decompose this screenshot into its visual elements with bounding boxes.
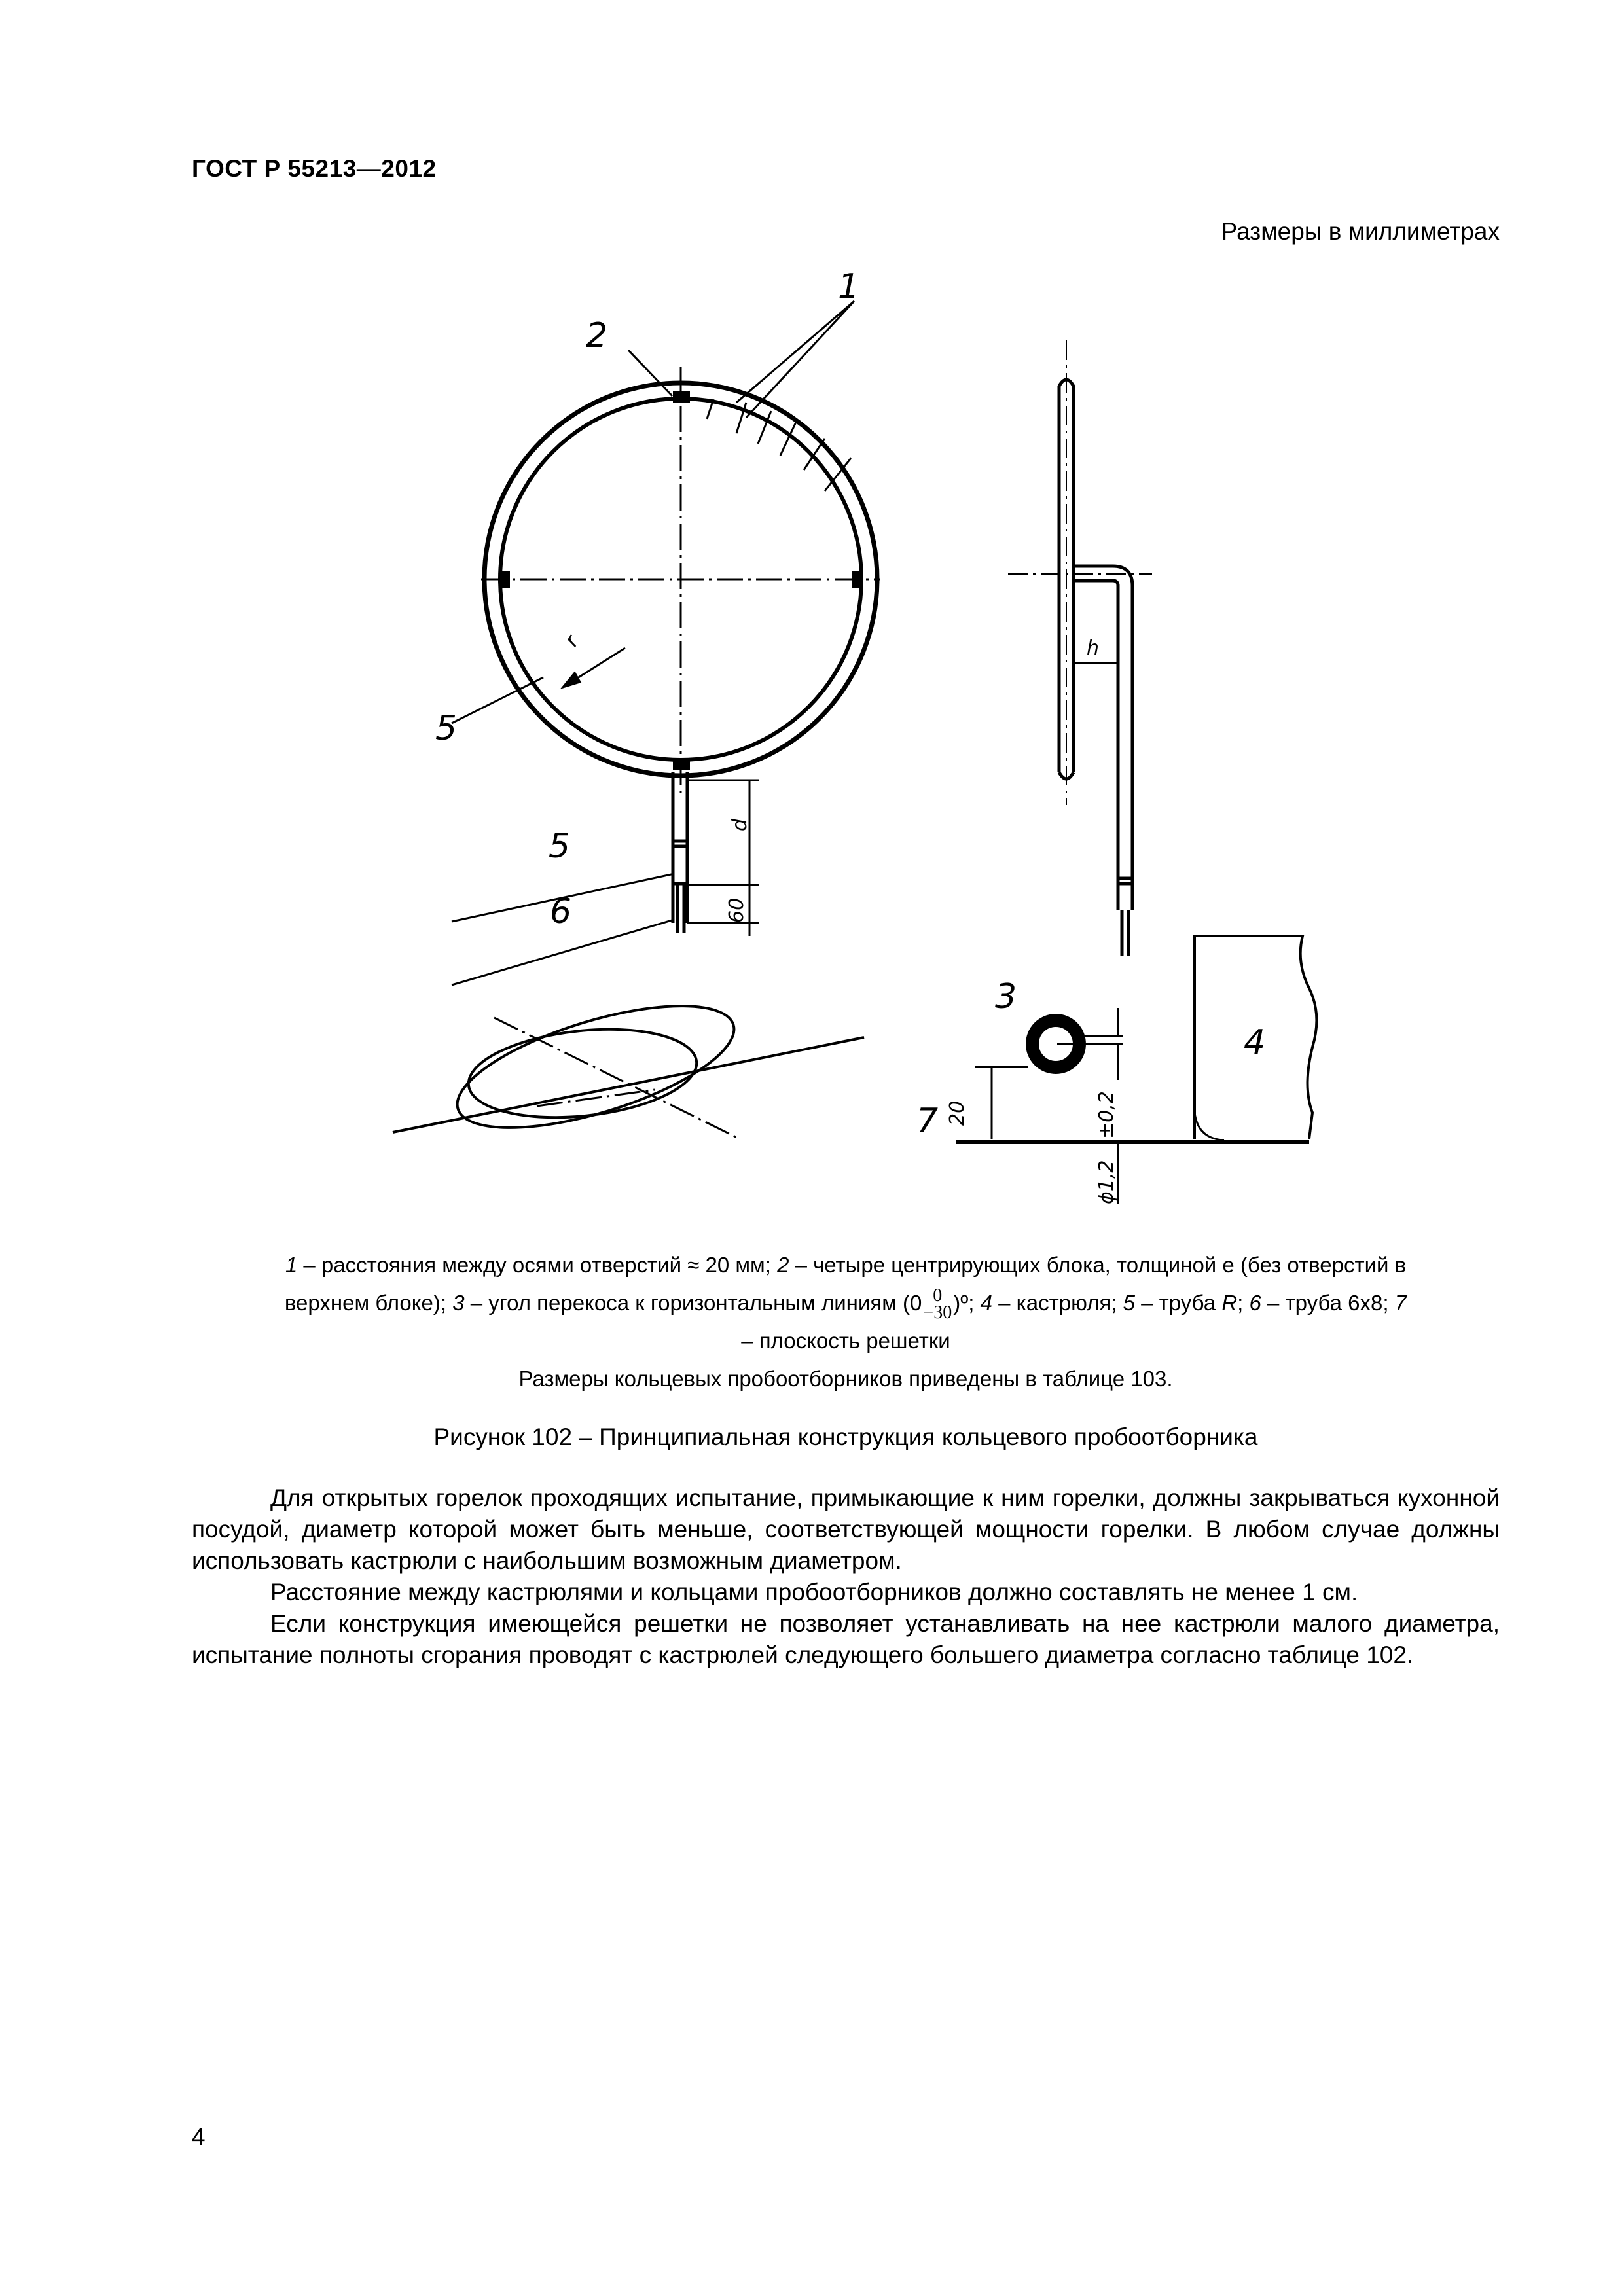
legend-text: – расстояния между осями отверстий ≈ 20 мм; <box>297 1253 778 1277</box>
legend-text: – угол перекоса к горизонтальным линиям (0 <box>464 1291 922 1315</box>
label-1: 1 <box>838 267 860 306</box>
pipe-stem <box>673 772 687 933</box>
standard-code: ГОСТ Р 55213—2012 <box>192 155 437 182</box>
fraction-bottom: −30 <box>923 1302 952 1323</box>
legend-line-3: – плоскость решетки <box>741 1329 950 1353</box>
legend-line-2 <box>192 1284 1500 1322</box>
dim-thickness: ±0,2 <box>1095 1091 1118 1139</box>
tilt-view <box>393 981 864 1153</box>
tolerance-fraction <box>923 1287 952 1321</box>
legend-num-7: 7 <box>1394 1291 1407 1315</box>
label-d: d <box>729 818 751 831</box>
legend-text: – труба 6х8; <box>1261 1291 1395 1315</box>
label-r: r <box>560 631 584 651</box>
figure-legend <box>192 1246 1500 1398</box>
stem-dimensions <box>452 780 759 985</box>
units-note: Размеры в миллиметрах <box>1221 218 1500 245</box>
label-3: 3 <box>995 977 1017 1016</box>
legend-num-1: 1 <box>285 1253 298 1277</box>
page-number: 4 <box>192 2123 206 2150</box>
legend-text: ; <box>1237 1291 1250 1315</box>
dim-20: 20 <box>946 1100 969 1126</box>
figure-caption: Рисунок 102 – Принципиальная конструкция кольцевого пробоотборника <box>433 1424 1258 1450</box>
body-text <box>192 1482 1500 1671</box>
fraction-top: 0 <box>933 1285 943 1306</box>
legend-line-4: Размеры кольцевых пробоотборников приведены в таблице 103. <box>518 1367 1173 1391</box>
label-4: 4 <box>1244 1023 1266 1062</box>
pan-detail-view <box>956 936 1316 1204</box>
legend-line-1 <box>192 1246 1500 1284</box>
paragraph-3: Если конструкция имеющейся решетки не позволяет устанавливать на нее кастрюли малого диаметра, испытание полноты сгорания проводят с кастрюлей следующего большего диаметра согласно таблице 102. <box>192 1610 1500 1668</box>
ring-side-view <box>1008 340 1152 956</box>
legend-num-3: 3 <box>452 1291 465 1315</box>
paragraph-2: Расстояние между кастрюлями и кольцами пробоотборников должно составлять не менее 1 см. <box>270 1579 1358 1605</box>
dim-60: 60 <box>725 897 748 923</box>
legend-text: – труба <box>1134 1291 1222 1315</box>
label-5-stem: 5 <box>549 827 571 866</box>
technical-drawing <box>367 262 1388 1230</box>
legend-text: верхнем блоке); <box>284 1291 453 1315</box>
legend-num-5: 5 <box>1123 1291 1135 1315</box>
label-h: h <box>1087 637 1100 660</box>
legend-num-2: 2 <box>777 1253 789 1277</box>
dim-diameter: ϕ1,2 <box>1095 1160 1118 1204</box>
paragraph-1: Для открытых горелок проходящих испытание, примыкающие к ним горелки, должны закрываться кухонной посудой, диаметр которой может быть меньше, соответствующей мощности горелки. В любом случае должны использовать кастрюли с наибольшим возможным диаметром. <box>192 1484 1500 1574</box>
label-5-ring: 5 <box>435 709 458 748</box>
legend-symbol-r: R <box>1221 1291 1238 1315</box>
label-7: 7 <box>916 1102 939 1141</box>
legend-num-4: 4 <box>980 1291 992 1315</box>
legend-text: )º; <box>953 1291 981 1315</box>
legend-text: – кастрюля; <box>992 1291 1123 1315</box>
label-2: 2 <box>586 316 608 355</box>
label-6: 6 <box>550 892 572 931</box>
legend-text: – четыре центрирующих блока, толщиной е (без отверстий в <box>789 1253 1407 1277</box>
legend-num-6: 6 <box>1249 1291 1261 1315</box>
ring-front-view <box>452 301 880 985</box>
